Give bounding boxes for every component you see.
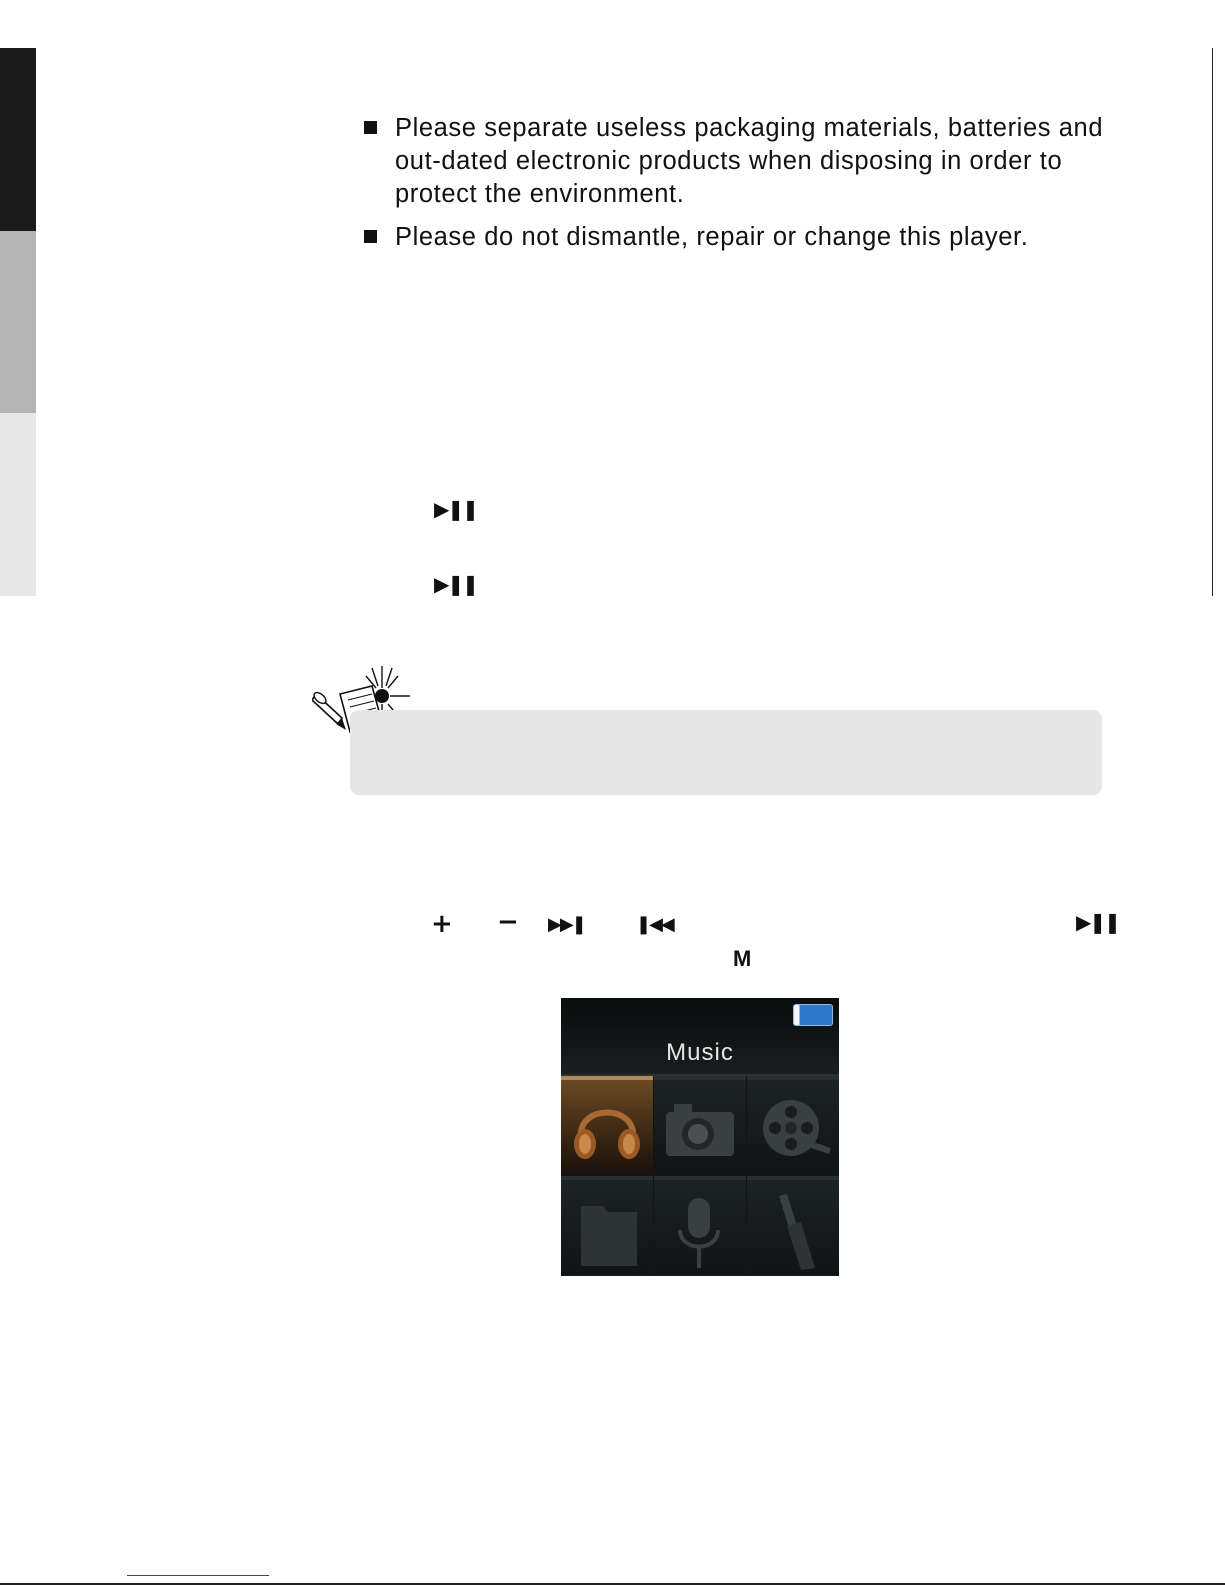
menu-item-record[interactable] xyxy=(654,1176,746,1274)
main-menu-grid xyxy=(561,1076,839,1276)
minus-key-icon: − xyxy=(497,907,519,937)
microphone-icon xyxy=(660,1186,740,1270)
section-tab-mid xyxy=(0,231,36,413)
play-pause-icon: ▶❚❚ xyxy=(1076,910,1119,934)
section-tab-light xyxy=(0,413,36,596)
play-pause-icon: ▶❚❚ xyxy=(434,497,477,521)
bullet-text: Please separate useless packaging materials, batteries and out-dated electronic products when disposing in order to protect the environment. xyxy=(395,114,1104,208)
safety-bullets xyxy=(362,112,1122,264)
bullet-square-icon xyxy=(364,230,377,243)
menu-item-video[interactable] xyxy=(747,1076,839,1174)
film-reel-icon xyxy=(753,1086,833,1170)
screen-title: Music xyxy=(666,1039,734,1066)
audio-jack-icon xyxy=(753,1186,833,1270)
bullet-text: Please do not dismantle, repair or change this player. xyxy=(395,223,1029,251)
menu-item-photo[interactable] xyxy=(654,1076,746,1174)
mode-key-icon: M xyxy=(733,946,752,971)
folder-icon xyxy=(567,1186,647,1270)
play-pause-icon: ▶❚❚ xyxy=(434,572,477,596)
player-screen xyxy=(561,998,839,1276)
menu-item-line-in[interactable] xyxy=(747,1176,839,1274)
plus-key-icon: + xyxy=(431,909,453,939)
menu-item-music[interactable] xyxy=(561,1076,653,1174)
footer-link-underline xyxy=(127,1575,269,1576)
screen-header xyxy=(561,998,839,1076)
next-track-icon: ▶▶❚ xyxy=(548,914,585,935)
bullet-item xyxy=(362,221,1122,254)
previous-track-icon: ❚◀◀ xyxy=(636,914,673,935)
page-edge-rule xyxy=(1212,48,1213,596)
battery-full-icon xyxy=(793,1004,833,1026)
menu-item-files[interactable] xyxy=(561,1176,653,1274)
headphones-icon xyxy=(567,1086,647,1170)
camera-icon xyxy=(660,1086,740,1170)
bullet-square-icon xyxy=(364,121,377,134)
note-box xyxy=(350,710,1102,795)
bullet-item xyxy=(362,112,1122,211)
section-tab-dark xyxy=(0,48,36,231)
